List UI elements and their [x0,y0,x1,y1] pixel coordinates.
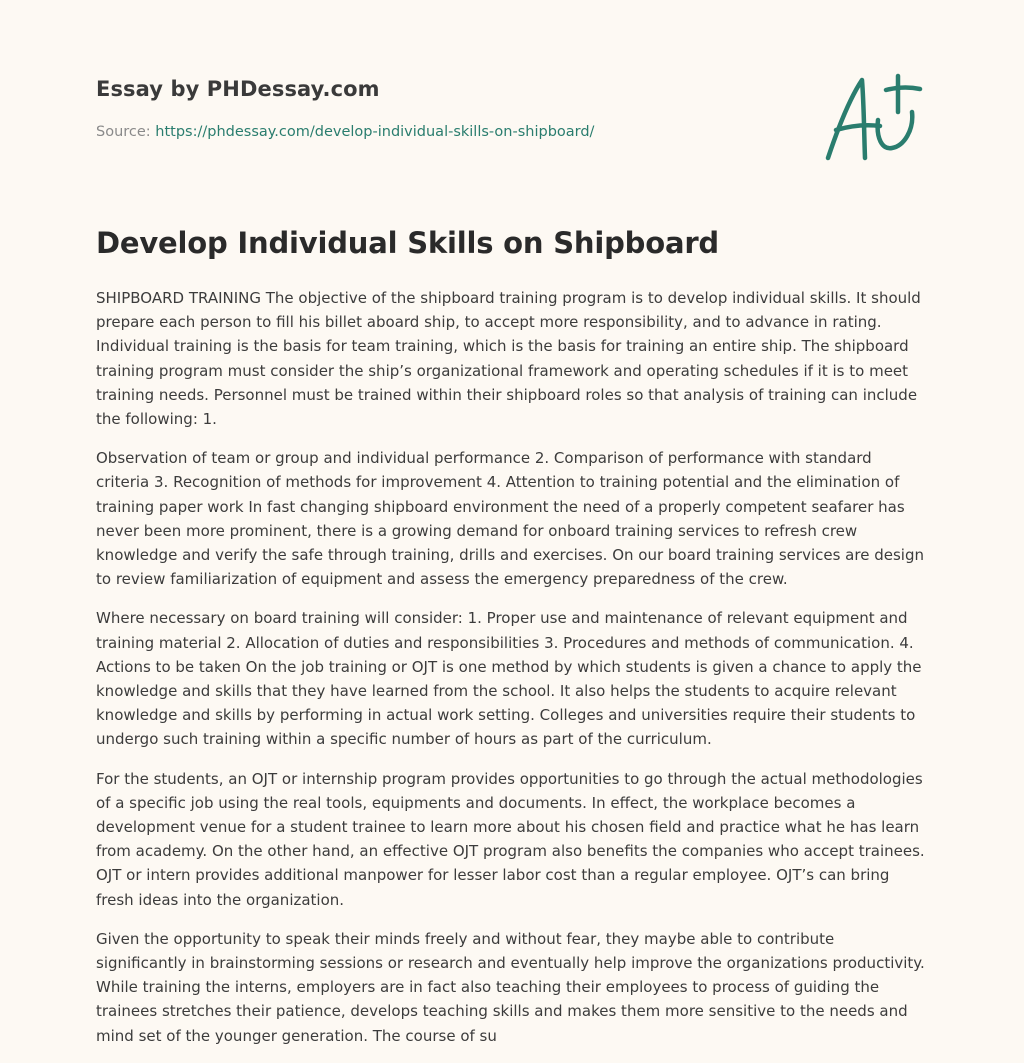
essay-paragraph-2: Observation of team or group and individual performance 2. Comparison of performance with standard criteria 3. Recognition of methods for improvement 4. Attention to training potential and the elimination of training paper work In fast changing shipboard environment the need of a properly competent seafarer has never been more prominent, there is a growing demand for onboard training services to refresh crew knowledge and verify the safe through training, drills and exercises. On our board training services are design to review familiarization of equipment and assess the emergency preparedness of the crew. [96,449,924,589]
essay-paragraph-3: Where necessary on board training will consider: 1. Proper use and maintenance of relevant equipment and training material 2. Allocation of duties and responsibilities 3. Procedures and methods of communication. 4. Actions to be taken On the job training or OJT is one method by which students is given a chance to apply the knowledge and skills that they have learned from the school. It also helps the students to acquire relevant knowledge and skills by performing in actual work setting. Colleges and universities require their students to undergo such training within a specific number of hours as part of the curriculum. [96,609,922,749]
source-label: Source: [96,124,156,140]
source-link[interactable]: https://phdessay.com/develop-individual-skills-on-shipboard/ [155,124,595,140]
essay-paragraph-4: For the students, an OJT or internship program provides opportunities to go through the actual methodologies of a specific job using the real tools, equipments and documents. In effect, the workplace becomes a development venue for a student trainee to learn more about his chosen field and practice what he has learn from academy. On the other hand, an effective OJT program also benefits the companies who accept trainees. OJT or intern provides additional manpower for lesser labor cost than a regular employee. OJT’s can bring fresh ideas into the organization. [96,769,925,909]
source-line [96,124,594,140]
a-plus-grade-icon [820,66,930,166]
essay-paragraph-1: SHIPBOARD TRAINING The objective of the shipboard training program is to develop individual skills. It should prepare each person to fill his billet aboard ship, to accept more responsibility, and to advance in rating. Individual training is the basis for team training, which is the basis for training an entire ship. The shipboard training program must consider the ship’s organizational framework and operating schedules if it is to meet training needs. Personnel must be trained within their shipboard roles so that analysis of training can include the following: 1. [96,289,921,429]
essay-title: Develop Individual Skills on Shipboard [96,226,719,260]
essay-paragraph-5: Given the opportunity to speak their minds freely and without fear, they maybe able to contribute significantly in brainstorming sessions or research and eventually help improve the organizations productivity. While training the interns, employers are in fact also teaching their employees to process of guiding the trainees stretches their patience, develops teaching skills and makes them more sensitive to the needs and mind set of the younger generation. The course of su [96,929,925,1045]
site-brand: Essay by PHDessay.com [96,77,380,101]
essay-body [96,286,926,1063]
